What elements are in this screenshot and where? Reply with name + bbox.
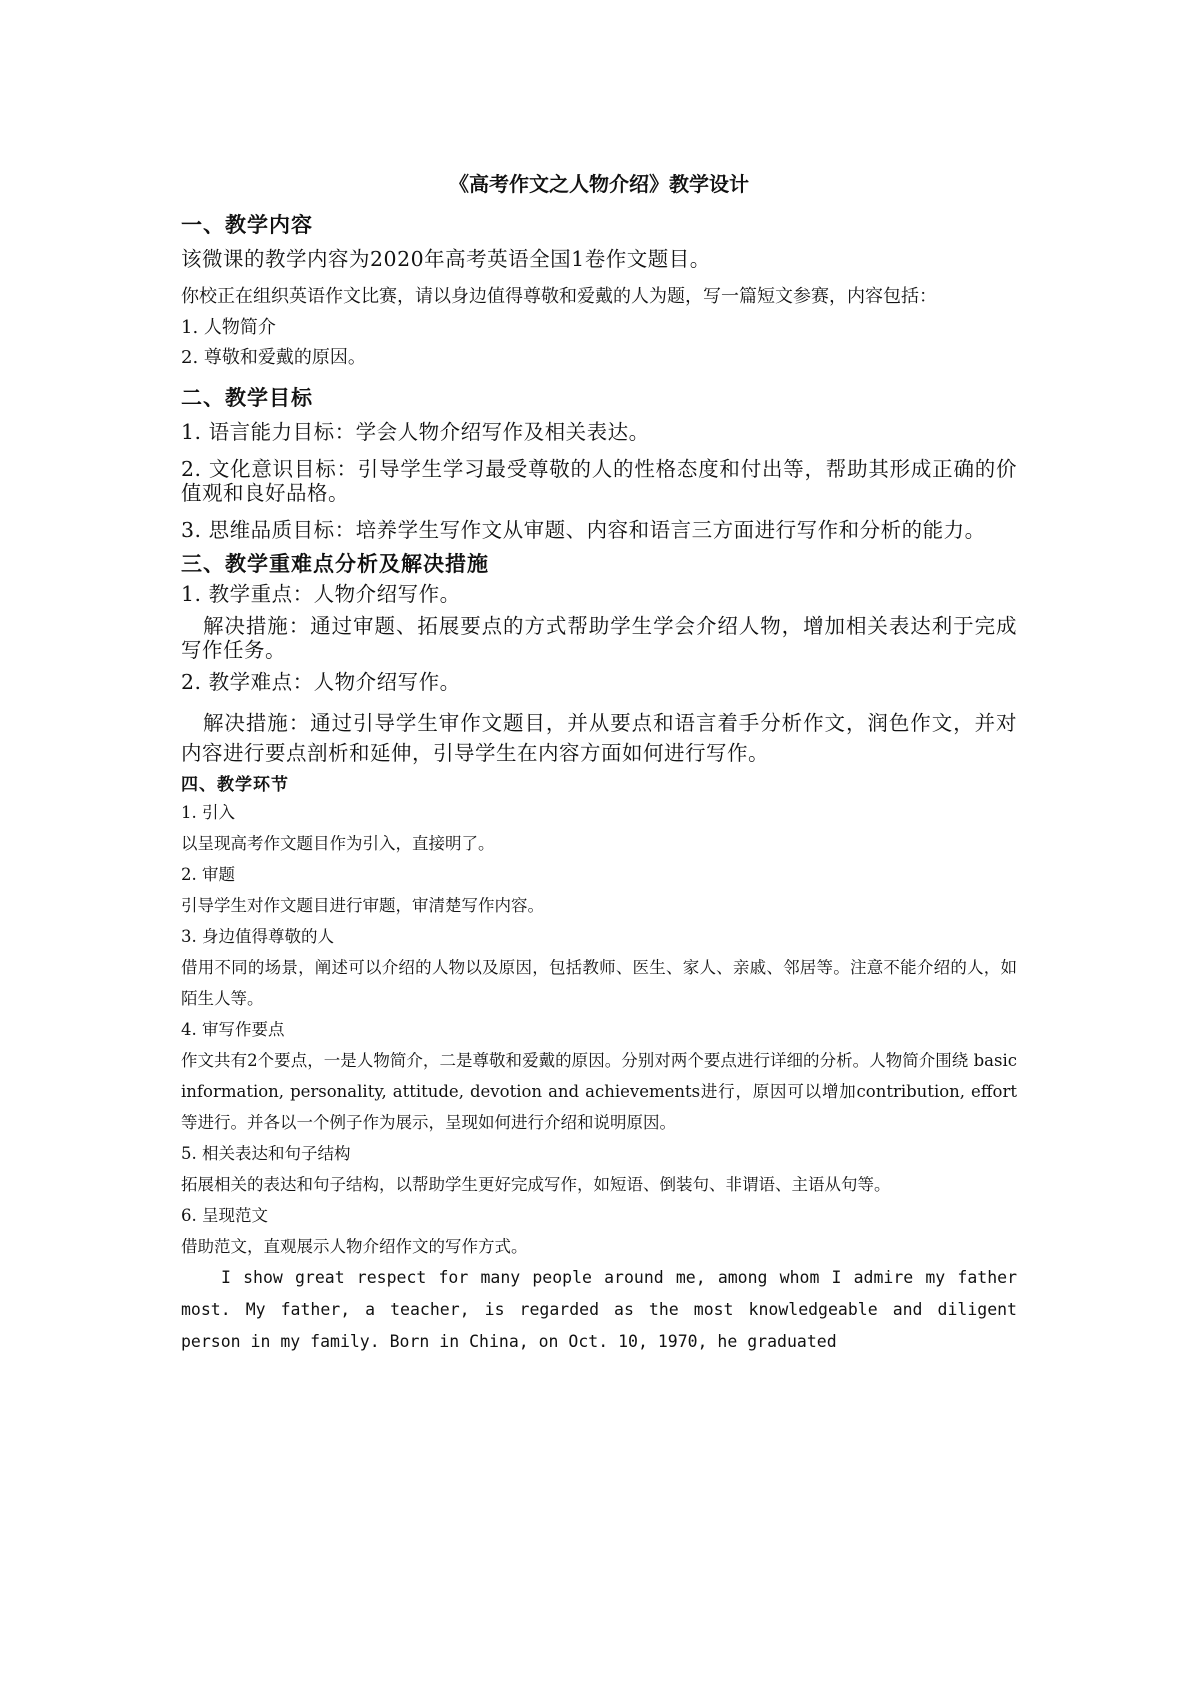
step-text: 拓展相关的表达和句子结构，以帮助学生更好完成写作，如短语、倒装句、非谓语、主语从句等。 [181,1175,891,1194]
document-content [181,168,1017,1358]
section-heading-content: 一、教学内容 [181,213,313,237]
step-title: 1. 引入 [181,803,235,822]
step-title: 2. 审题 [181,865,235,884]
step-text: 借用不同的场景，阐述可以介绍的人物以及原因，包括教师、医生、家人、亲戚、邻居等。注意不能介绍的人，如陌生人等。 [181,958,1017,1008]
section-heading-steps: 四、教学环节 [181,775,289,795]
key-solution: 解决措施：通过审题、拓展要点的方式帮助学生学会介绍人物，增加相关表达利于完成写作任务。 [181,614,1017,662]
section-heading-goals: 二、教学目标 [181,386,313,410]
step-text: 作文共有2个要点，一是人物简介，二是尊敬和爱戴的原因。分别对两个要点进行详细的分析。人物简介围绕 basic information, personality, attitude, devotion and achievements进行，原因可以增加contribution, effort等进行。并各以一个例子作为展示，呈现如何进行介绍和说明原因。 [181,1051,1017,1132]
goal-item: 3. 思维品质目标：培养学生写作文从审题、内容和语言三方面进行写作和分析的能力。 [181,518,986,542]
document-title: 《高考作文之人物介绍》教学设计 [449,172,749,196]
section1-prompt: 你校正在组织英语作文比赛，请以身边值得尊敬和爱戴的人为题，写一篇短文参赛，内容包括： [181,286,937,307]
step-text: 引导学生对作文题目进行审题，审清楚写作内容。 [181,896,544,915]
section1-item: 2. 尊敬和爱戴的原因。 [181,347,366,368]
sample-essay: I show great respect for many people around me, among whom I admire my father most. My father, a teacher, is regarded as the most knowledgeable and diligent person in my family. Born in China, on Oct. 10, 1970, he graduated [181,1268,1017,1351]
section1-item: 1. 人物简介 [181,317,276,338]
section1-intro: 该微课的教学内容为2020年高考英语全国1卷作文题目。 [181,247,711,271]
step-title: 5. 相关表达和句子结构 [181,1144,351,1163]
key-point: 1. 教学重点：人物介绍写作。 [181,582,461,606]
goal-item: 2. 文化意识目标：引导学生学习最受尊敬的人的性格态度和付出等，帮助其形成正确的价值观和良好品格。 [181,457,1017,505]
difficulty-solution: 解决措施：通过引导学生审作文题目，并从要点和语言着手分析作文，润色作文，并对内容进行要点剖析和延伸，引导学生在内容方面如何进行写作。 [181,711,1017,765]
section-heading-key-points: 三、教学重难点分析及解决措施 [181,552,489,576]
step-text: 借助范文，直观展示人物介绍作文的写作方式。 [181,1237,528,1256]
step-text: 以呈现高考作文题目作为引入，直接明了。 [181,834,495,853]
difficulty-point: 2. 教学难点：人物介绍写作。 [181,670,461,694]
step-title: 6. 呈现范文 [181,1206,268,1225]
step-title: 3. 身边值得尊敬的人 [181,927,334,946]
step-title: 4. 审写作要点 [181,1020,285,1039]
goal-item: 1. 语言能力目标：学会人物介绍写作及相关表达。 [181,420,650,444]
